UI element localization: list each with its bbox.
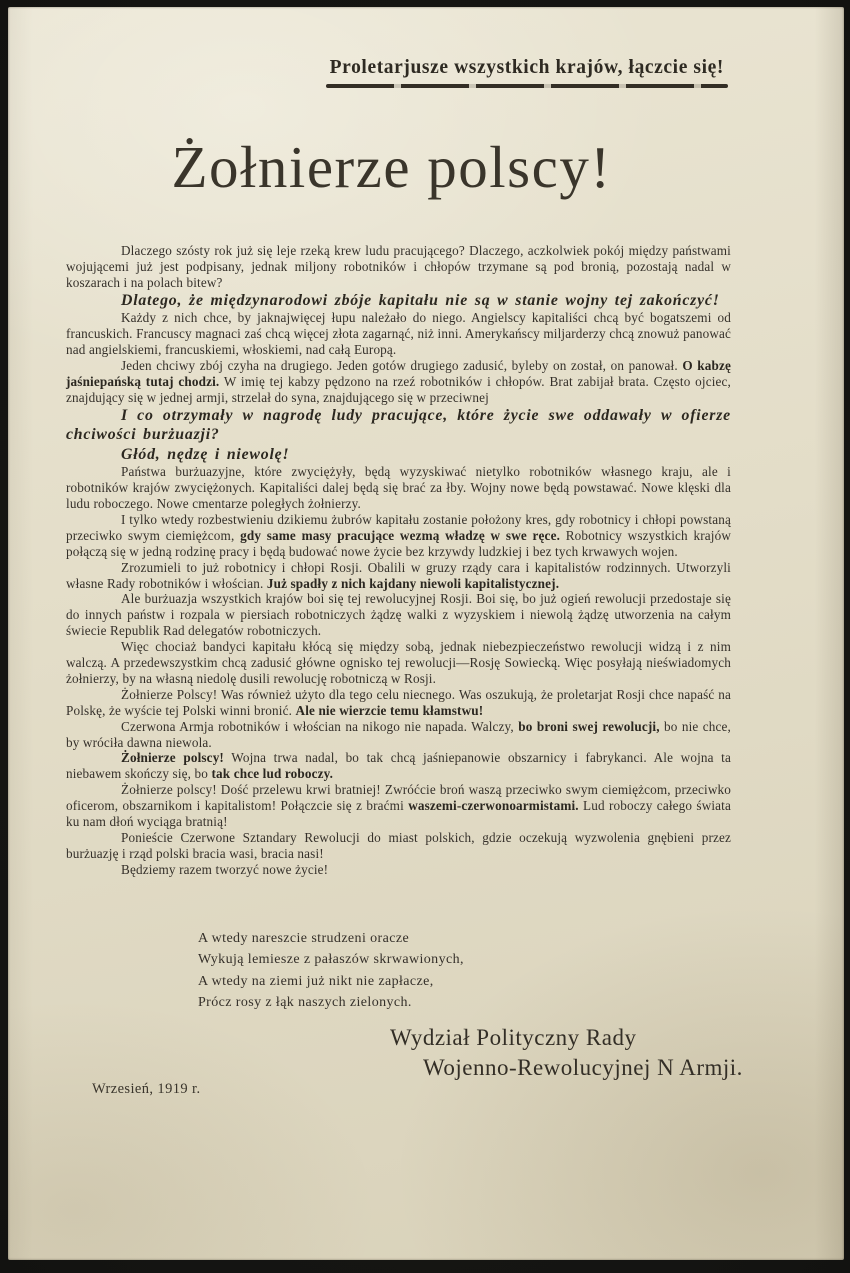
text-segment: I co otrzymały w nagrodę ludy pracujące, które życie swe oddawały w ofierze chciwości burżuazji? (66, 406, 731, 444)
body-text (66, 243, 731, 878)
paragraph (66, 639, 731, 687)
paragraph (66, 560, 731, 592)
text-segment: Dlaczego szósty rok już się leje rzeką krew ludu pracującego? Dlaczego, aczkolwiek pokój między państwami wojującemi już jest podpisany, jednak miljony robotników i chłopów trzymane są pod bronią, pozostają nadal w koszarach i na polach bitew? (66, 243, 731, 290)
text-segment: Robotnicy wszystkich krajów połączą się w jedną rodzinę pracy i będą budować nowe życie bez krzywdy ludzkiej i bez tych krwawych wojen. (66, 527, 731, 559)
poem-line: Wykują lemiesze z pałaszów skrwawionych, (198, 952, 464, 968)
lead-paragraph (66, 291, 731, 311)
emphasis-text: Żołnierze polscy! (121, 750, 224, 766)
emphasis-text: waszemi-czerwonoarmistami. (408, 798, 579, 814)
paragraph (66, 310, 731, 358)
poem (198, 928, 464, 1014)
paragraph (66, 719, 731, 751)
slogan-block (330, 57, 724, 88)
text-segment: Państwa burżuazyjne, które zwyciężyły, będą wyzyskiwać nietylko robotników własnego kraju, ale i robotników krajów zwyciężonych. Kapitaliści dalej będą się brać za łby. Wojny nowe będą powstawać. Nowe klęski dla ludu roboczego. Nowe cmentarze poległych żołnierzy. (66, 464, 731, 511)
text-segment: Czerwona Armja robotników i włościan na nikogo nie napada. Walczy, (121, 718, 519, 734)
poem-line: Prócz rosy z łąk naszych zielonych. (198, 995, 412, 1011)
paragraph (66, 591, 731, 639)
text-segment: Jeden chciwy zbój czyha na drugiego. Jeden gotów drugiego zadusić, byleby on został, on panował. (121, 357, 683, 373)
paragraph (66, 830, 731, 862)
emphasis-text: bo broni swej rewolucji, (518, 718, 660, 734)
text-segment: Każdy z nich chce, by jaknajwięcej łupu należało do niego. Angielscy kapitaliści chcą być bogatszemi od francuskich. Francuscy magnaci zaś chcą więcej złota zagarnąć, niż inni. Amerykańscy miljarderzy chcą znowuż panować nad angielskiemi, francuskiemi, włoskiemi, nad całą Europą. (66, 310, 731, 358)
slogan-underline (326, 84, 728, 88)
page-title: Żołnierze polscy! (171, 134, 612, 200)
lead-paragraph (66, 445, 731, 465)
emphasis-text: gdy same masy pracujące wezmą władzę w swe ręce. (240, 527, 561, 543)
poem-line: A wtedy na ziemi już nikt nie zapłacze, (198, 973, 434, 989)
paragraph (66, 464, 731, 512)
date-line: Wrzesień, 1919 r. (92, 1081, 201, 1097)
text-segment: Więc chociaż bandyci kapitału kłócą się między sobą, jednak niebezpieczeństwo rewolucji widzą i z nim walczą. A przedewszystkim chcą zadusić główne ognisko tej rewolucji—Rosję Sowiecką. Więc posyłają nieświadomych żołnierzy, by na własną niedolę dusili rewolucję robotniczą w Rosji. (66, 639, 731, 686)
paragraph (66, 687, 731, 719)
paragraph (66, 358, 731, 406)
leaflet-page (8, 7, 844, 1260)
emphasis-text: Ale nie wierzcie temu kłamstwu! (295, 702, 484, 718)
poem-line: A wtedy nareszcie strudzeni oracze (198, 931, 410, 946)
signature-line-2: Wojenno-Rewolucyjnej N Armji. (423, 1055, 743, 1080)
text-segment: Żołnierze Polscy! Was również użyto dla tego celu niecnego. Was oszukują, że proletarjat Rosji chce napaść na Polskę, że wyście tej Polski winni bronić. (66, 686, 731, 718)
emphasis-text: Już spadły z nich kajdany niewoli kapitalistycznej. (266, 575, 560, 591)
lead-paragraph (66, 406, 731, 445)
text-segment: Zrozumieli to już robotnicy i chłopi Rosji. Obalili w gruzy rządy cara i kapitalistów rodzinnych. Utworzyli własne Rady robotników i włościan. (66, 559, 731, 591)
text-segment: bo nie chce, by wróciła dawna niewola. (66, 718, 732, 750)
paragraph (66, 782, 731, 830)
paragraph (66, 243, 731, 291)
emphasis-text: tak chce lud roboczy. (211, 766, 334, 782)
slogan-text: Proletarjusze wszystkich krajów, łączcie się! (329, 57, 724, 78)
text-segment: Będziemy razem tworzyć nowe życie! (121, 861, 329, 877)
text-segment: W imię tej kabzy pędzono na rzeź robotników i chłopów. Brat zabijał brata. Często ojciec, znajdujący się w jednej armji, strzelał do syna, znajdującego się w przeciwnej (66, 373, 731, 405)
signature-block (8, 1023, 844, 1083)
text-segment: Ale burżuazja wszystkich krajów boi się tej rewolucyjnej Rosji. Boi się, bo już ogień rewolucji przedostaje się do innych państw i rozpala w piersiach robotniczych żądzę walki z wyzyskiem i niewolą żądzę utworzenia na całym świecie Republik Rad delegatów robotniczych. (66, 591, 731, 639)
text-segment: Ponieście Czerwone Sztandary Rewolucji do miast polskich, gdzie oczekują wyzwolenia gnębieni przez burżuazję i rząd polski bracia wasi, bracia nasi! (66, 830, 731, 861)
paragraph (66, 862, 731, 878)
signature-line-1: Wydział Polityczny Rady (390, 1025, 637, 1050)
text-segment: Dlatego, że międzynarodowi zbóje kapitału nie są w stanie wojny tej zakończyć! (121, 291, 720, 309)
paragraph (66, 512, 731, 560)
emphasis-text: O kabzę jaśniepańską tutaj chodzi. (66, 357, 731, 389)
text-segment: Lud roboczy całego świata ku nam dłoń wyciąga bratnią! (66, 798, 732, 830)
paragraph (66, 750, 731, 782)
text-segment: Głód, nędzę i niewolę! (121, 445, 290, 463)
text-segment: Żołnierze polscy! Dość przelewu krwi bratniej! Zwróćcie broń waszą przeciwko swym ciemiężcom, przeciwko oficerom, obszarnikom i kapitalistom! Połączcie się z braćmi (66, 782, 731, 814)
text-segment: I tylko wtedy rozbestwieniu dzikiemu żubrów kapitału zostanie położony kres, gdy robotnicy i chłopi powstaną przeciwko swym ciemiężcom, (66, 511, 731, 543)
text-segment: Wojna trwa nadal, bo tak chcą jaśniepanowie obszarnicy i fabrykanci. Ale wojna ta niebawem skończy się, bo (66, 750, 732, 782)
